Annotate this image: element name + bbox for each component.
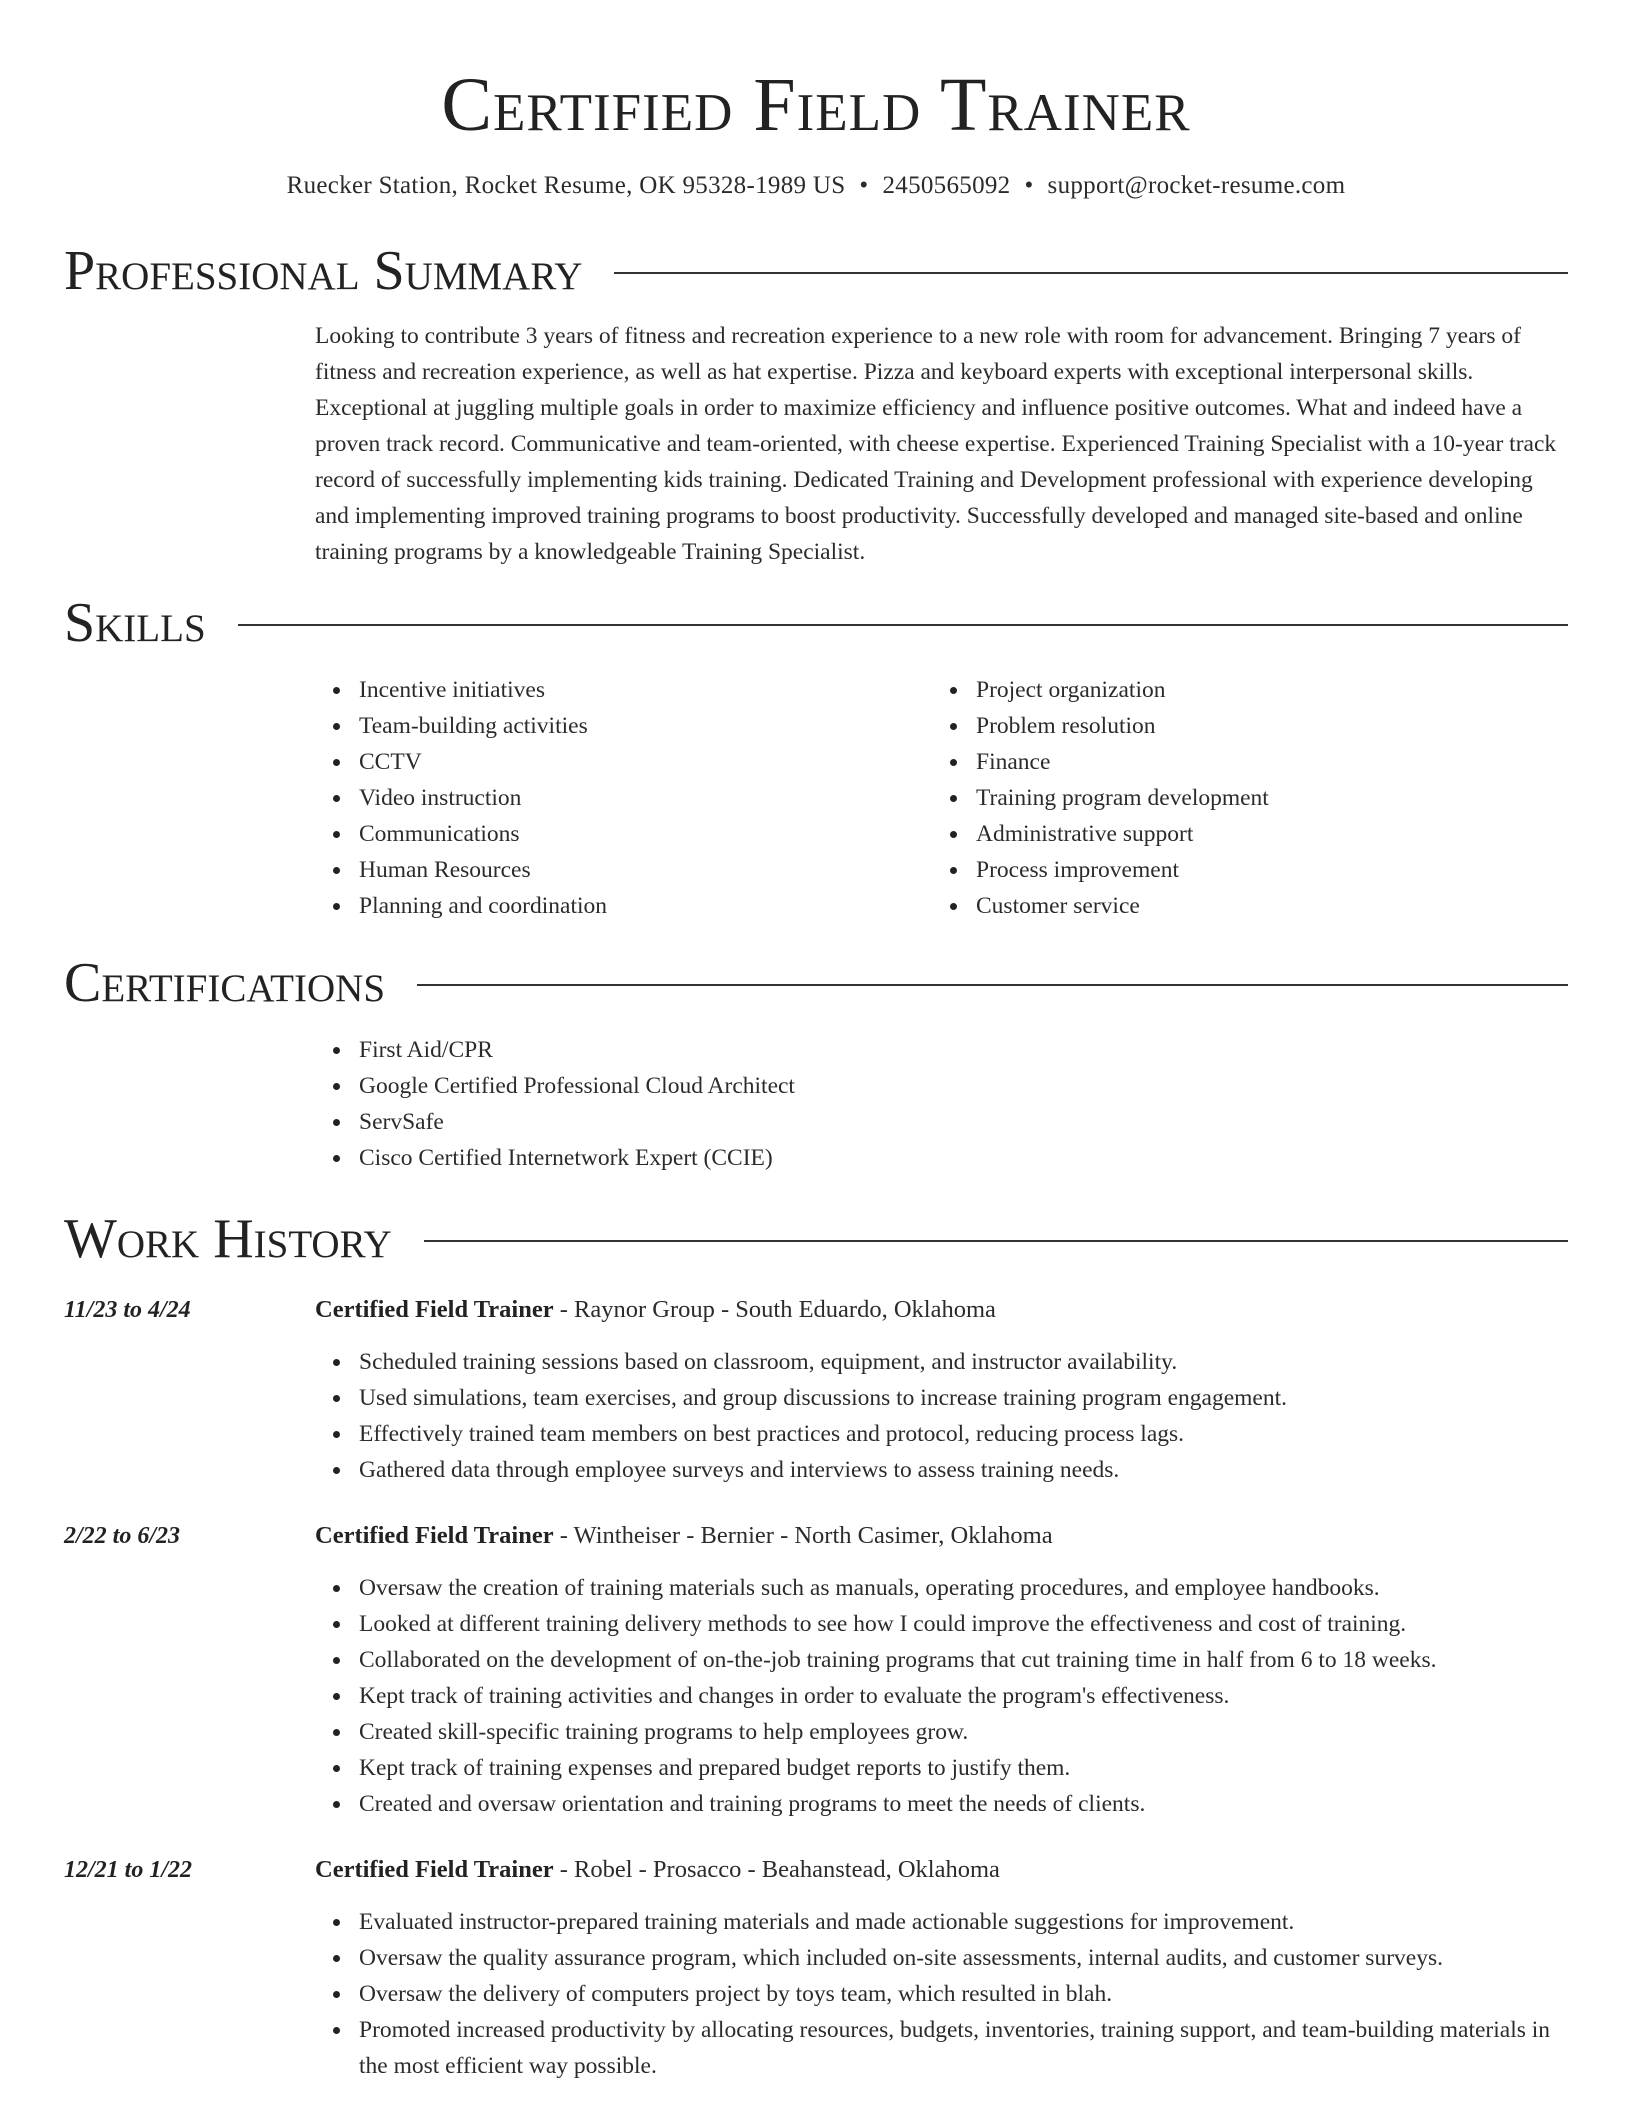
skill-item: Video instruction: [359, 780, 932, 816]
summary-body: [315, 318, 1568, 570]
job-bullet: Looked at different training delivery methods to see how I could improve the effectiveness and cost of training.: [359, 1606, 1568, 1642]
job-bullet: Oversaw the quality assurance program, which included on-site assessments, internal audits, and customer surveys.: [359, 1940, 1568, 1976]
job-details: [315, 1292, 1568, 1488]
skill-item: Finance: [976, 744, 1549, 780]
certification-item: First Aid/CPR: [359, 1032, 1568, 1068]
section-divider: [417, 984, 1568, 986]
work-history-heading: Work History: [64, 1208, 392, 1270]
job-title: Certified Field Trainer: [315, 1296, 554, 1323]
work-history-section-header: [64, 1206, 1568, 1272]
job-entry: [64, 1292, 1568, 1488]
job-bullet: Gathered data through employee surveys and interviews to assess training needs.: [359, 1452, 1568, 1488]
job-title-line: [315, 1852, 1568, 1888]
job-details: [315, 1518, 1568, 1822]
skill-item: CCTV: [359, 744, 932, 780]
contact-email: support@rocket-resume.com: [1047, 172, 1346, 199]
job-bullet: Created and oversaw orientation and training programs to meet the needs of clients.: [359, 1786, 1568, 1822]
job-dates: 2/22 to 6/23: [64, 1523, 181, 1549]
summary-section-header: [64, 238, 1568, 304]
skills-column-left: [315, 672, 932, 924]
skill-item: Team-building activities: [359, 708, 932, 744]
job-employer: - Robel - Prosacco - Beahanstead, Oklahoma: [553, 1856, 1000, 1883]
job-bullets: [315, 1344, 1568, 1488]
summary-heading: Professional Summary: [64, 240, 583, 302]
job-bullets: [315, 1904, 1568, 2084]
job-bullets: [315, 1570, 1568, 1822]
section-divider: [424, 1240, 1568, 1242]
contact-phone: 2450565092: [882, 172, 1011, 199]
skill-item: Problem resolution: [976, 708, 1549, 744]
skill-item: Project organization: [976, 672, 1549, 708]
job-title: Certified Field Trainer: [315, 1856, 554, 1883]
resume-name: Certified Field Trainer: [441, 63, 1191, 147]
skills-column-right: [932, 672, 1549, 924]
job-title-line: [315, 1518, 1568, 1554]
skills-list: [315, 672, 1568, 924]
job-bullet: Used simulations, team exercises, and group discussions to increase training program engagement.: [359, 1380, 1568, 1416]
skills-section-header: [64, 590, 1568, 656]
job-bullet: Kept track of training expenses and prepared budget reports to justify them.: [359, 1750, 1568, 1786]
skill-item: Human Resources: [359, 852, 932, 888]
certification-item: Cisco Certified Internetwork Expert (CCIE): [359, 1140, 1568, 1176]
skill-item: Customer service: [976, 888, 1549, 924]
contact-address: Ruecker Station, Rocket Resume, OK 95328-1989 US: [286, 172, 846, 199]
contact-separator: •: [1024, 172, 1034, 199]
skill-item: Training program development: [976, 780, 1549, 816]
skill-item: Communications: [359, 816, 932, 852]
contact-line: [64, 170, 1568, 202]
skill-item: Planning and coordination: [359, 888, 932, 924]
job-employer: - Raynor Group - South Eduardo, Oklahoma: [553, 1296, 996, 1323]
job-dates: 11/23 to 4/24: [64, 1297, 191, 1323]
skills-heading: Skills: [64, 592, 206, 654]
contact-separator: •: [859, 172, 869, 199]
certifications-heading: Certifications: [64, 952, 386, 1014]
section-divider: [614, 272, 1568, 274]
job-dates: 12/21 to 1/22: [64, 1857, 193, 1883]
job-bullet: Kept track of training activities and changes in order to evaluate the program's effectiveness.: [359, 1678, 1568, 1714]
skill-item: Incentive initiatives: [359, 672, 932, 708]
section-divider: [238, 624, 1568, 626]
resume-page: [64, 0, 1568, 2084]
job-bullet: Effectively trained team members on best practices and protocol, reducing process lags.: [359, 1416, 1568, 1452]
job-bullet: Created skill-specific training programs to help employees grow.: [359, 1714, 1568, 1750]
summary-text: Looking to contribute 3 years of fitness and recreation experience to a new role with room for advancement. Bringing 7 years of fitness and recreation experience, as well as hat expertise. Pizza and keyboard experts with exceptional interpersonal skills. Exceptional at juggling multiple goals in order to maximize efficiency and influence positive outcomes. What and indeed have a proven track record. Communicative and team-oriented, with cheese expertise. Experienced Training Specialist with a 10-year track record of successfully implementing kids training. Dedicated Training and Development professional with experience developing and implementing improved training programs to boost productivity. Successfully developed and managed site-based and online training programs by a knowledgeable Training Specialist.: [315, 323, 1557, 565]
job-title-line: [315, 1292, 1568, 1328]
job-details: [315, 1852, 1568, 2084]
job-bullet: Collaborated on the development of on-the-job training programs that cut training time in half from 6 to 18 weeks.: [359, 1642, 1568, 1678]
certification-item: ServSafe: [359, 1104, 1568, 1140]
job-entry: [64, 1518, 1568, 1822]
job-entry: [64, 1852, 1568, 2084]
job-bullet: Evaluated instructor-prepared training materials and made actionable suggestions for improvement.: [359, 1904, 1568, 1940]
certification-item: Google Certified Professional Cloud Architect: [359, 1068, 1568, 1104]
job-bullet: Oversaw the creation of training materials such as manuals, operating procedures, and employee handbooks.: [359, 1570, 1568, 1606]
job-employer: - Wintheiser - Bernier - North Casimer, Oklahoma: [553, 1522, 1053, 1549]
job-bullet: Promoted increased productivity by allocating resources, budgets, inventories, training support, and team-building materials in the most efficient way possible.: [359, 2012, 1568, 2084]
job-bullet: Oversaw the delivery of computers project by toys team, which resulted in blah.: [359, 1976, 1568, 2012]
skill-item: Administrative support: [976, 816, 1549, 852]
certifications-section-header: [64, 950, 1568, 1016]
certifications-list: [315, 1032, 1568, 1176]
job-bullet: Scheduled training sessions based on classroom, equipment, and instructor availability.: [359, 1344, 1568, 1380]
job-title: Certified Field Trainer: [315, 1522, 554, 1549]
skill-item: Process improvement: [976, 852, 1549, 888]
